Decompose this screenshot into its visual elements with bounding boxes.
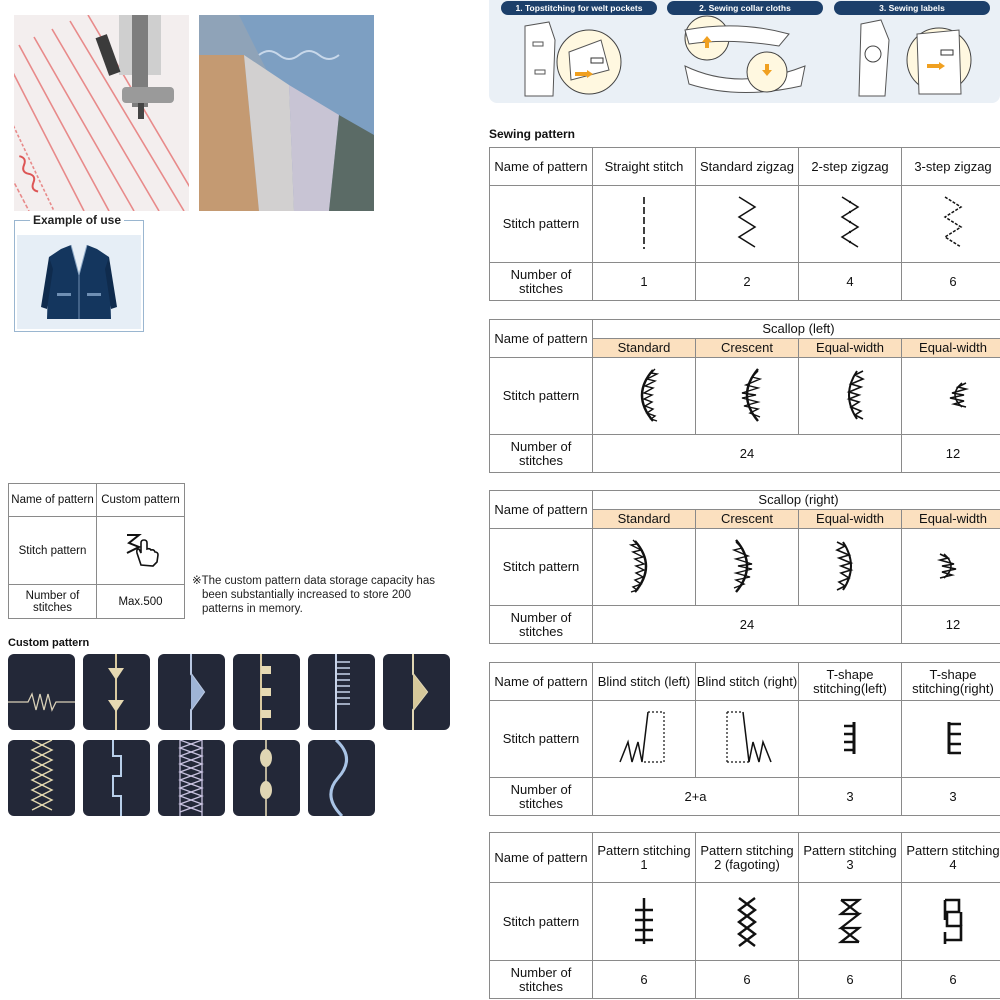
pattern-stitching-3-icon [830, 890, 870, 950]
blind-stitch-right-icon [717, 708, 777, 768]
stitch-count: 6 [902, 263, 1000, 301]
stitch-count: 6 [593, 961, 696, 999]
example-of-use-box [14, 220, 144, 332]
custom-pattern-swatch [83, 740, 150, 816]
row-label-stitch: Stitch pattern [490, 883, 593, 961]
variant-name: Standard [593, 339, 696, 358]
three-step-zigzag-icon [933, 193, 973, 253]
scallop-left-standard-icon [619, 365, 669, 425]
custom-pattern-swatch [8, 740, 75, 816]
row-label-name: Name of pattern [9, 484, 97, 517]
row-label-stitch: Stitch pattern [490, 186, 593, 263]
stitch-count: 3 [799, 778, 902, 816]
scallop-right-equal-width-icon [825, 536, 875, 596]
row-label-count: Number of stitches [490, 778, 593, 816]
scallop-right-crescent-icon [722, 536, 772, 596]
custom-pattern-name: Custom pattern [97, 484, 185, 517]
pattern-stitching-2-fagoting-icon [727, 890, 767, 950]
stitch-count: 6 [902, 961, 1000, 999]
fabric-closeup-photo [199, 15, 374, 211]
variant-name: Standard [593, 510, 696, 529]
custom-pattern-swatch [158, 654, 225, 730]
scallop-left-equal-width-icon [825, 365, 875, 425]
custom-pattern-swatch [308, 654, 375, 730]
custom-pattern-title: Custom pattern [8, 637, 90, 649]
t-shape-right-icon [933, 708, 973, 768]
pattern-table-blind-tshape [489, 662, 1000, 816]
row-label-name: Name of pattern [490, 491, 593, 529]
custom-pattern-note: ※The custom pattern data storage capacity has been substantially increased to store 200 patterns in memory. [192, 575, 435, 615]
pattern-name: Pattern stitching 1 [593, 833, 696, 883]
pattern-group-name: Scallop (left) [593, 320, 1000, 339]
usage-pill-3: 3. Sewing labels [834, 1, 990, 15]
stitch-count: 24 [593, 435, 902, 473]
stitch-count: 12 [902, 606, 1000, 644]
row-label-count: Number of stitches [490, 263, 593, 301]
pattern-table-pattern-stitching [489, 832, 1000, 999]
usage-pill-2: 2. Sewing collar cloths [667, 1, 823, 15]
variant-name: Crescent [696, 339, 799, 358]
custom-pattern-swatch [8, 654, 75, 730]
stitch-count: 1 [593, 263, 696, 301]
stitch-count: 4 [799, 263, 902, 301]
row-label-name: Name of pattern [490, 148, 593, 186]
jacket-icon [17, 235, 141, 329]
pattern-name: Straight stitch [593, 148, 696, 186]
straight-stitch-icon [624, 193, 664, 253]
row-label-count: Number of stitches [490, 961, 593, 999]
row-label-stitch: Stitch pattern [490, 701, 593, 778]
scallop-right-standard-icon [619, 536, 669, 596]
stitch-count: 6 [799, 961, 902, 999]
pattern-name: T-shape stitching(right) [902, 663, 1000, 701]
custom-pattern-swatch [158, 740, 225, 816]
custom-pattern-swatch [308, 740, 375, 816]
variant-name: Equal-width [902, 339, 1000, 358]
example-of-use-label: Example of use [30, 213, 124, 227]
stitch-count: 3 [902, 778, 1000, 816]
scallop-right-equal-width-small-icon [928, 536, 978, 596]
pattern-stitching-4-icon [933, 890, 973, 950]
stitch-count: 24 [593, 606, 902, 644]
row-label-name: Name of pattern [490, 833, 593, 883]
example-of-use-panel [17, 235, 141, 329]
row-label-count: Number of stitches [490, 606, 593, 644]
stitch-count: 6 [696, 961, 799, 999]
stitch-count: 2 [696, 263, 799, 301]
pattern-table-scallop-left [489, 319, 1000, 473]
pattern-table-basic [489, 147, 1000, 301]
variant-name: Equal-width [902, 510, 1000, 529]
row-label-stitch: Stitch pattern [9, 517, 97, 585]
standard-zigzag-icon [727, 193, 767, 253]
t-shape-left-icon [830, 708, 870, 768]
row-label-name: Name of pattern [490, 663, 593, 701]
custom-pattern-swatch [383, 654, 450, 730]
custom-pattern-swatch [83, 654, 150, 730]
custom-pattern-table [8, 483, 185, 619]
usage-banner [489, 0, 1000, 103]
usage-pill-1: 1. Topstitching for welt pockets [501, 1, 657, 15]
pattern-group-name: Scallop (right) [593, 491, 1000, 510]
pattern-name: Pattern stitching 3 [799, 833, 902, 883]
pattern-name: T-shape stitching(left) [799, 663, 902, 701]
scallop-left-crescent-icon [722, 365, 772, 425]
custom-pattern-hand-icon [121, 529, 161, 569]
pattern-name: 2-step zigzag [799, 148, 902, 186]
pattern-name: Blind stitch (left) [593, 663, 696, 701]
sewing-machine-photo [14, 15, 189, 211]
row-label-count: Number of stitches [9, 585, 97, 619]
stitch-count: 12 [902, 435, 1000, 473]
custom-stitch-count: Max.500 [97, 585, 185, 619]
pattern-name: Pattern stitching 4 [902, 833, 1000, 883]
two-step-zigzag-icon [830, 193, 870, 253]
pattern-name: Standard zigzag [696, 148, 799, 186]
pattern-name: 3-step zigzag [902, 148, 1000, 186]
row-label-stitch: Stitch pattern [490, 529, 593, 606]
variant-name: Crescent [696, 510, 799, 529]
custom-pattern-swatch [233, 740, 300, 816]
pattern-name: Blind stitch (right) [696, 663, 799, 701]
stitch-count: 2+a [593, 778, 799, 816]
pattern-stitching-1-icon [624, 890, 664, 950]
variant-name: Equal-width [799, 510, 902, 529]
pattern-table-scallop-right [489, 490, 1000, 644]
pattern-name: Pattern stitching 2 (fagoting) [696, 833, 799, 883]
row-label-count: Number of stitches [490, 435, 593, 473]
blind-stitch-left-icon [614, 708, 674, 768]
welt-pocket-illustration [489, 0, 1000, 103]
sewing-pattern-title: Sewing pattern [489, 127, 576, 141]
row-label-name: Name of pattern [490, 320, 593, 358]
row-label-stitch: Stitch pattern [490, 358, 593, 435]
custom-pattern-swatch [233, 654, 300, 730]
variant-name: Equal-width [799, 339, 902, 358]
scallop-left-equal-width-small-icon [928, 365, 978, 425]
